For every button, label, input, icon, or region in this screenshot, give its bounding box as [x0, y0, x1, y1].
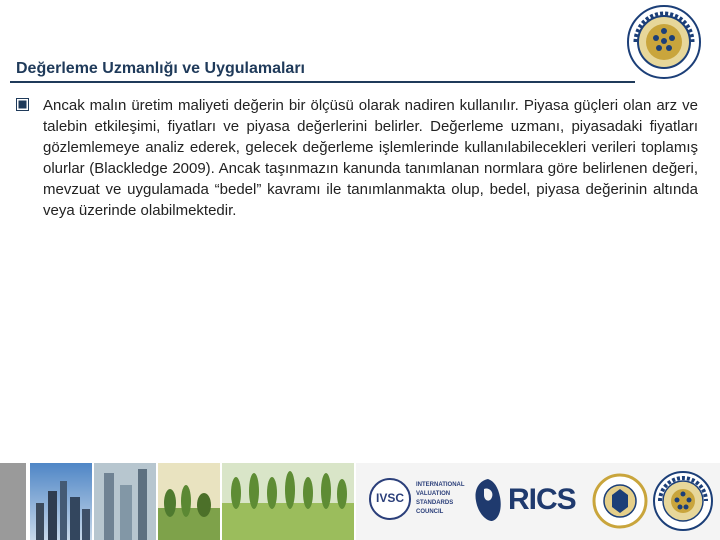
landscape-photo [158, 463, 220, 540]
green-trees-photo [222, 463, 354, 540]
page-title: Değerleme Uzmanlığı ve Uygulamaları [16, 60, 305, 77]
title-divider [10, 81, 635, 83]
towers-photo [94, 463, 156, 540]
rics-label: RICS [508, 483, 576, 516]
ivsc-caption [416, 481, 465, 517]
rics-lion-icon [470, 475, 506, 525]
ivsc-caption-line: STANDARDS [416, 500, 454, 506]
university-seal-icon [652, 469, 714, 533]
university-seal-icon [626, 4, 702, 80]
ivsc-mark: IVSC [375, 491, 404, 505]
crest-icon [592, 471, 648, 531]
ivsc-caption-line: VALUATION [416, 491, 451, 497]
ivsc-caption-line: COUNCIL [416, 509, 444, 515]
city-skyline-photo [30, 463, 92, 540]
bullet-square-icon [16, 98, 29, 111]
bullet-item [16, 95, 698, 221]
body-paragraph: Ancak malın üretim maliyeti değerin bir ölçüsü olarak nadiren kullanılır. Piyasa güçleri olan arz ve talebin etkileşimi, fiyatları ve piyasa değerlerini belirler. Değerleme uzmanı, piyasadaki fiyatları gözlemlemeye analiz ederek, gelecek değerleme işlemlerinde kullanılabilecekleri verileri toplamış olurlar (Blackledge 2009). Ancak taşınmazın kanunda tanımlanan normlara göre belirlenen değeri, mevzuat ve uygulamada “bedel” kavramı ile tanımlanmakta olup, bedel, piyasa değerinin altında veya üzerinde olabilmektedir. [43, 97, 698, 219]
footer-banner [0, 463, 720, 540]
ivsc-caption-line: INTERNATIONAL [416, 482, 465, 488]
footer-gray-bar [0, 463, 26, 540]
